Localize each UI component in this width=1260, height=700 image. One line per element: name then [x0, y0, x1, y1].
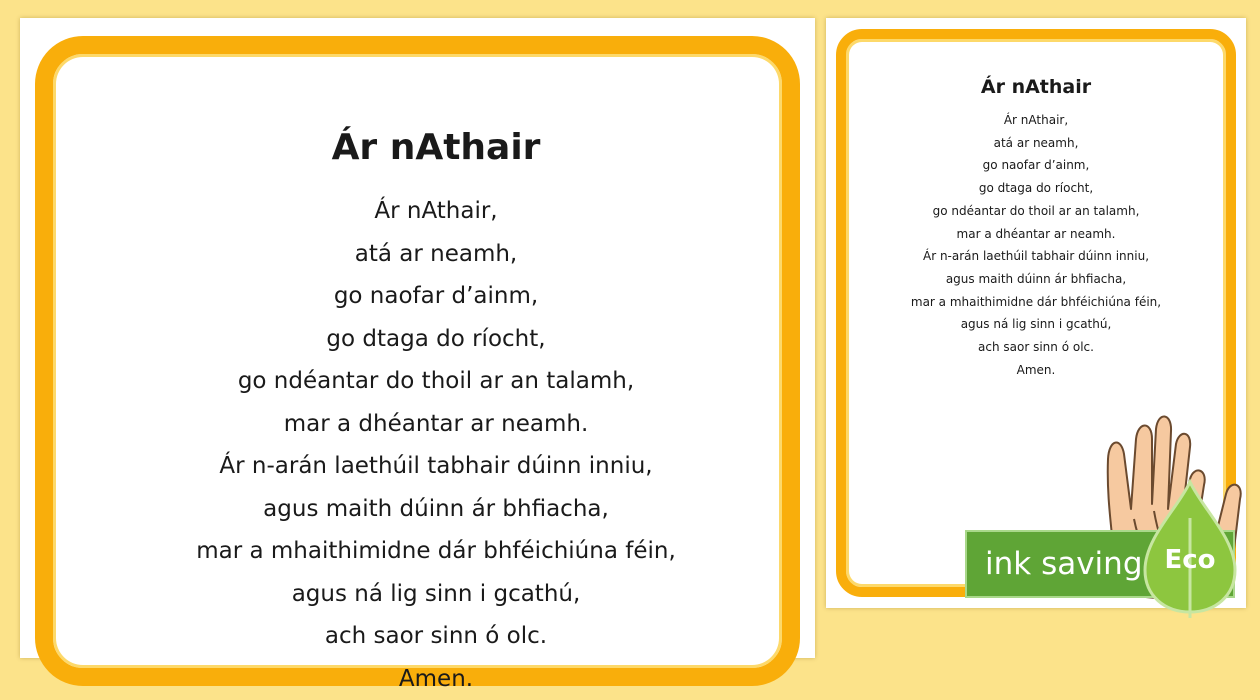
poem-lines-small	[846, 109, 1226, 381]
poster-colour	[20, 18, 815, 658]
poem-line: Amen.	[846, 359, 1226, 382]
poem-line: go dtaga do ríocht,	[86, 318, 786, 361]
poem-line: go naofar d’ainm,	[846, 154, 1226, 177]
poem-line: Ár n-arán laethúil tabhair dúinn inniu,	[846, 245, 1226, 268]
poem-line: Amen.	[86, 658, 786, 700]
poem-line: go dtaga do ríocht,	[846, 177, 1226, 200]
ink-saving-label: ink saving	[985, 546, 1143, 582]
poem-block	[86, 54, 786, 700]
poem-line: mar a mhaithimidne dár bhféichiúna féin,	[846, 291, 1226, 314]
poem-line: Ár nAthair,	[86, 190, 786, 233]
poem-line: agus ná lig sinn i gcathú,	[86, 573, 786, 616]
poem-line: go ndéantar do thoil ar an talamh,	[86, 360, 786, 403]
poem-line: go naofar d’ainm,	[86, 275, 786, 318]
poem-line: atá ar neamh,	[86, 233, 786, 276]
poem-line: mar a dhéantar ar neamh.	[846, 223, 1226, 246]
poem-lines	[86, 190, 786, 700]
poem-title-small: Ár nAthair	[846, 74, 1226, 100]
poster-frame	[35, 36, 800, 686]
poem-line: mar a dhéantar ar neamh.	[86, 403, 786, 446]
poem-line: Ár n-arán laethúil tabhair dúinn inniu,	[86, 445, 786, 488]
poem-line: Ár nAthair,	[846, 109, 1226, 132]
poem-line: agus ná lig sinn i gcathú,	[846, 313, 1226, 336]
poem-line: go ndéantar do thoil ar an talamh,	[846, 200, 1226, 223]
poem-line: agus maith dúinn ár bhfiacha,	[846, 268, 1226, 291]
poem-line: ach saor sinn ó olc.	[846, 336, 1226, 359]
poem-line: ach saor sinn ó olc.	[86, 615, 786, 658]
eco-label: Eco	[1150, 540, 1230, 580]
poem-block-small	[846, 39, 1226, 381]
poem-line: agus maith dúinn ár bhfiacha,	[86, 488, 786, 531]
poem-title: Ár nAthair	[86, 124, 786, 172]
poem-line: mar a mhaithimidne dár bhféichiúna féin,	[86, 530, 786, 573]
poem-line: atá ar neamh,	[846, 132, 1226, 155]
